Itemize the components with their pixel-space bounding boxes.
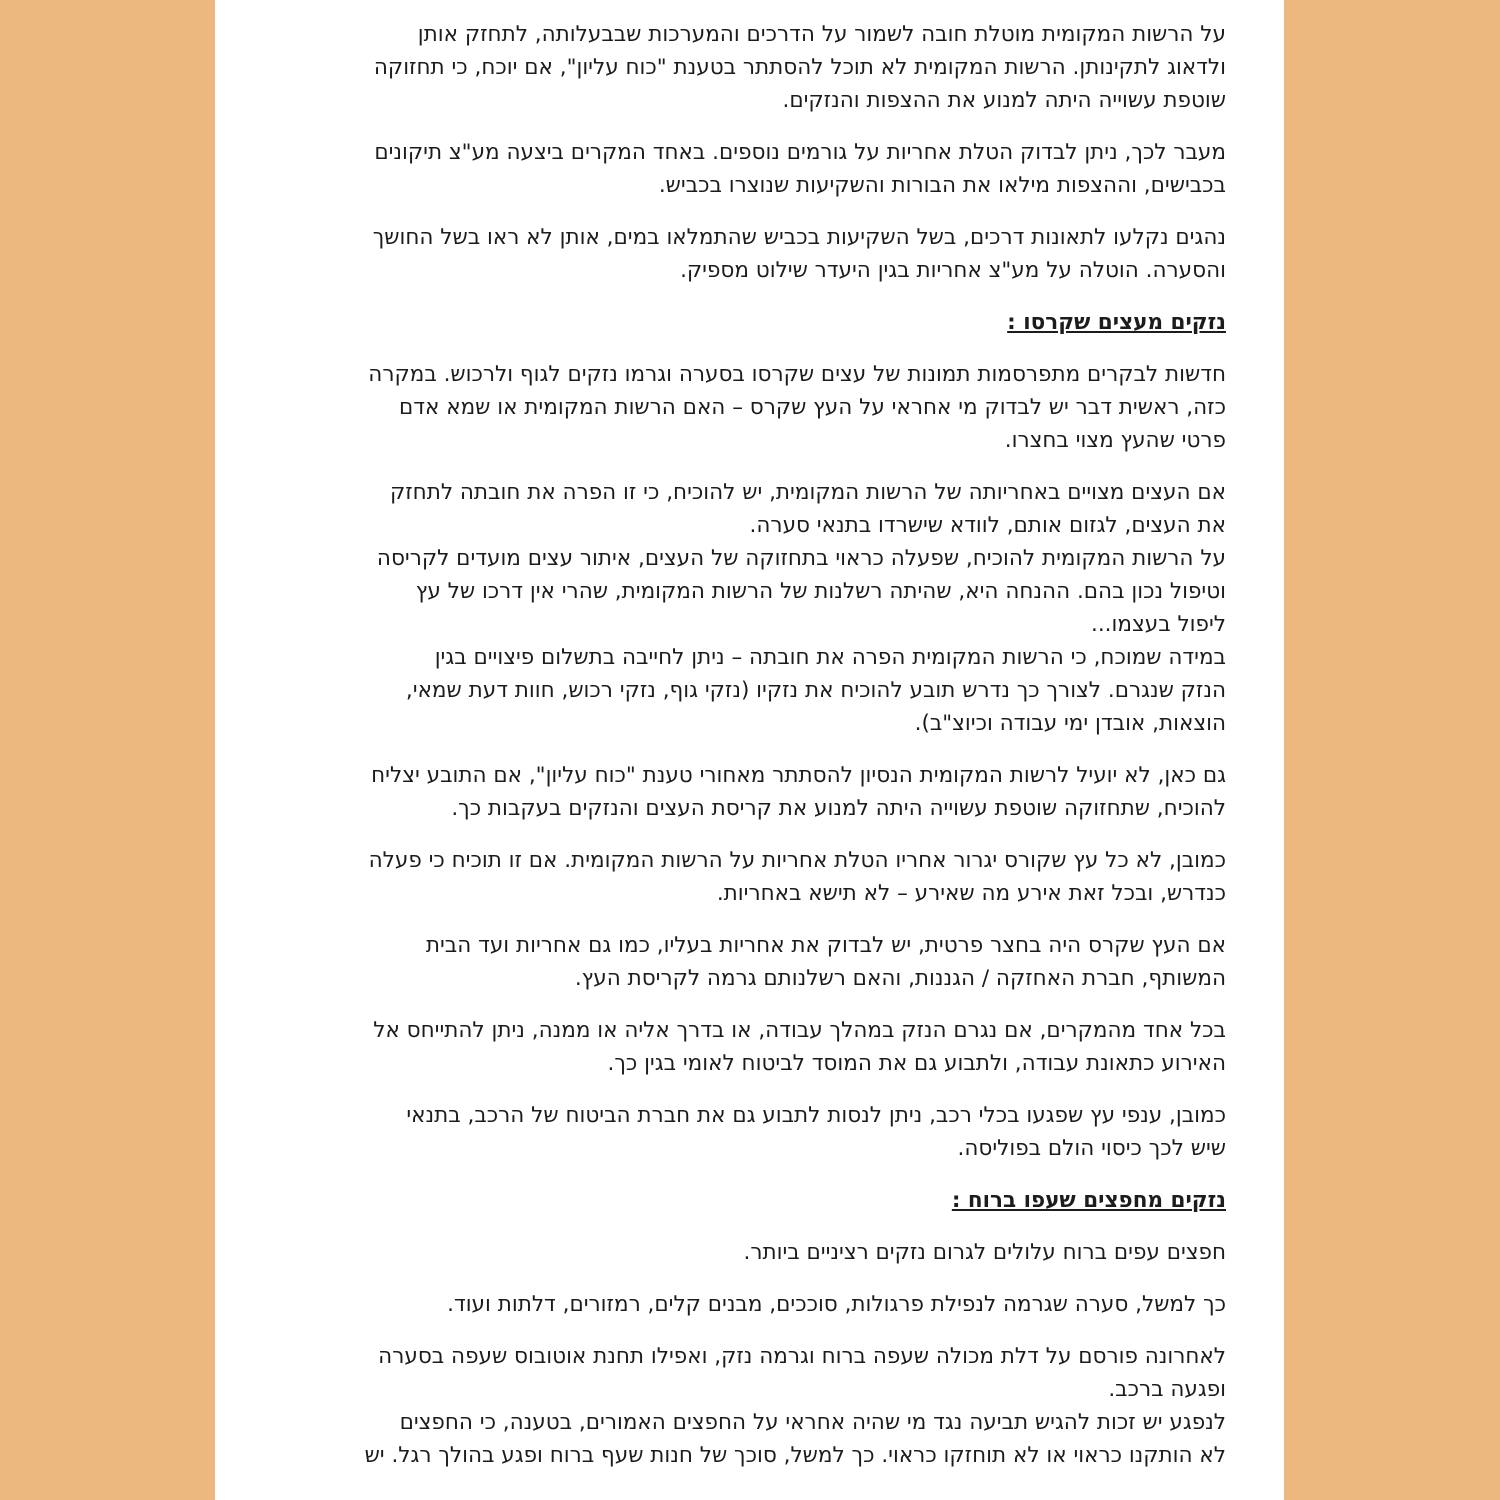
text-line: אם העצים מצויים באחריותה של הרשות המקומית, יש להוכיח, כי זו הפרה את חובתה לתחזק <box>389 480 1226 505</box>
paragraph <box>255 1099 1226 1165</box>
text-line: על הרשות המקומית מוטלת חובה לשמור על הדרכים והמערכות שבבעלותה, לתחזק אותן <box>417 22 1226 47</box>
paragraph <box>255 1236 1226 1269</box>
text-line: האירוע כתאונת עבודה, ולתבוע גם את המוסד לביטוח לאומי בגין כך. <box>607 1051 1226 1076</box>
paragraph <box>255 358 1226 457</box>
text-line: המשותף, חברת האחזקה / הגננות, והאם רשלנותם גרמה לקריסת העץ. <box>574 966 1226 991</box>
text-line: במידה שמוכח, כי הרשות המקומית הפרה את חובתה – ניתן לחייבה בתשלום פיצויים בגין <box>434 645 1226 670</box>
text-line: בכבישים, וההצפות מילאו את הבורות והשקיעות שנוצרו בכביש. <box>658 173 1226 198</box>
paragraph <box>255 18 1226 117</box>
paragraph <box>255 844 1226 910</box>
text-line: נהגים נקלעו לתאונות דרכים, בשל השקיעות בכביש שהתמלאו במים, אותן לא ראו בשל החושך <box>372 225 1226 250</box>
paragraph <box>255 759 1226 825</box>
text-line: כזה, ראשית דבר יש לבדוק מי אחראי על העץ שקרס – האם הרשות המקומית או שמא אדם <box>398 395 1226 420</box>
text-line: ופגעה ברכב. <box>1108 1377 1226 1402</box>
text-line: חדשות לבקרים מתפרסמות תמונות של עצים שקרסו בסערה וגרמו נזקים לגוף ולרכוש. במקרה <box>368 362 1226 387</box>
paragraph <box>255 1288 1226 1321</box>
paragraph <box>255 1340 1226 1472</box>
text-line: וטיפול נכון בהם. ההנחה היא, שהיתה רשלנות של הרשות המקומית, שהרי אין דרכו של עץ <box>415 579 1226 604</box>
text-line: הוצאות, אובדן ימי עבודה וכיוצ"ב). <box>914 711 1226 736</box>
text-line: כך למשל, סערה שגרמה לנפילת פרגולות, סוככים, מבנים קלים, רמזורים, דלתות ועוד. <box>447 1292 1226 1317</box>
text-line: והסערה. הוטלה על מע"צ אחריות בגין היעדר שילוט מספיק. <box>680 258 1226 283</box>
document-body <box>255 18 1226 1491</box>
text-line: בכל אחד מהמקרים, אם נגרם הנזק במהלך עבודה, או בדרך אליה או ממנה, ניתן להתייחס אל <box>373 1018 1226 1043</box>
text-line: פרטי שהעץ מצוי בחצרו. <box>1004 428 1226 453</box>
section-heading: נזקים מחפצים שעפו ברוח : <box>951 1188 1226 1213</box>
text-line: ליפול בעצמו... <box>1091 612 1226 637</box>
paragraph <box>255 1014 1226 1080</box>
text-line: על הרשות המקומית להוכיח, שפעלה כראוי בתחזוקה של העצים, איתור עצים מועדים לקריסה <box>376 546 1226 571</box>
text-line: להוכיח, שתחזוקה שוטפת עשוייה היתה למנוע את קריסת העצים והנזקים בעקבות כך. <box>451 796 1226 821</box>
text-line: כנדרש, ובכל זאת אירע מה שאירע – לא תישא באחריות. <box>716 881 1226 906</box>
text-line: כמובן, לא כל עץ שקורס יגרור אחריו הטלת אחריות על הרשות המקומית. אם זו תוכיח כי פעלה <box>368 848 1226 873</box>
paragraph <box>255 136 1226 202</box>
text-line: לנפגע יש זכות להגיש תביעה נגד מי שהיה אחראי על החפצים האמורים, בטענה, כי החפצים <box>399 1410 1226 1435</box>
text-line: הנזק שנגרם. לצורך כך נדרש תובע להוכיח את נזקיו (נזקי גוף, נזקי רכוש, חוות דעת שמאי, <box>405 678 1226 703</box>
document-page <box>215 0 1284 1500</box>
text-line: לאחרונה פורסם על דלת מכולה שעפה ברוח וגרמה נזק, ואפילו תחנת אוטובוס שעפה בסערה <box>378 1344 1226 1369</box>
text-line: שיש לכך כיסוי הולם בפוליסה. <box>957 1136 1226 1161</box>
text-line: את העצים, לגזום אותם, לוודא שישרדו בתנאי סערה. <box>749 513 1226 538</box>
text-line: כמובן, ענפי עץ שפגעו בכלי רכב, ניתן לנסות לתבוע גם את חברת הביטוח של הרכב, בתנאי <box>406 1103 1226 1128</box>
text-line: שוטפת עשוייה היתה למנוע את ההצפות והנזקים. <box>782 88 1226 113</box>
text-line: חפצים עפים ברוח עלולים לגרום נזקים רציניים ביותר. <box>743 1240 1226 1265</box>
text-line: אם העץ שקרס היה בחצר פרטית, יש לבדוק את אחריות בעליו, כמו גם אחריות ועד הבית <box>425 933 1226 958</box>
paragraph <box>255 929 1226 995</box>
text-line: גם כאן, לא יועיל לרשות המקומית הנסיון להסתתר מאחורי טענת "כוח עליון", אם התובע יצליח <box>371 763 1226 788</box>
paragraph <box>255 476 1226 740</box>
text-line: מעבר לכך, ניתן לבדוק הטלת אחריות על גורמים נוספים. באחד המקרים ביצעה מע"צ תיקונים <box>374 140 1226 165</box>
paragraph <box>255 221 1226 287</box>
text-line: ולדאוג לתקינותן. הרשות המקומית לא תוכל להסתתר בטענת "כוח עליון", אם יוכח, כי תחזוקה <box>373 55 1226 80</box>
section-heading: נזקים מעצים שקרסו : <box>1007 310 1226 335</box>
text-line: לא הותקנו כראוי או לא תוחזקו כראוי. כך למשל, סוכך של חנות שעף ברוח ופגע בהולך רגל. יש <box>364 1443 1226 1468</box>
